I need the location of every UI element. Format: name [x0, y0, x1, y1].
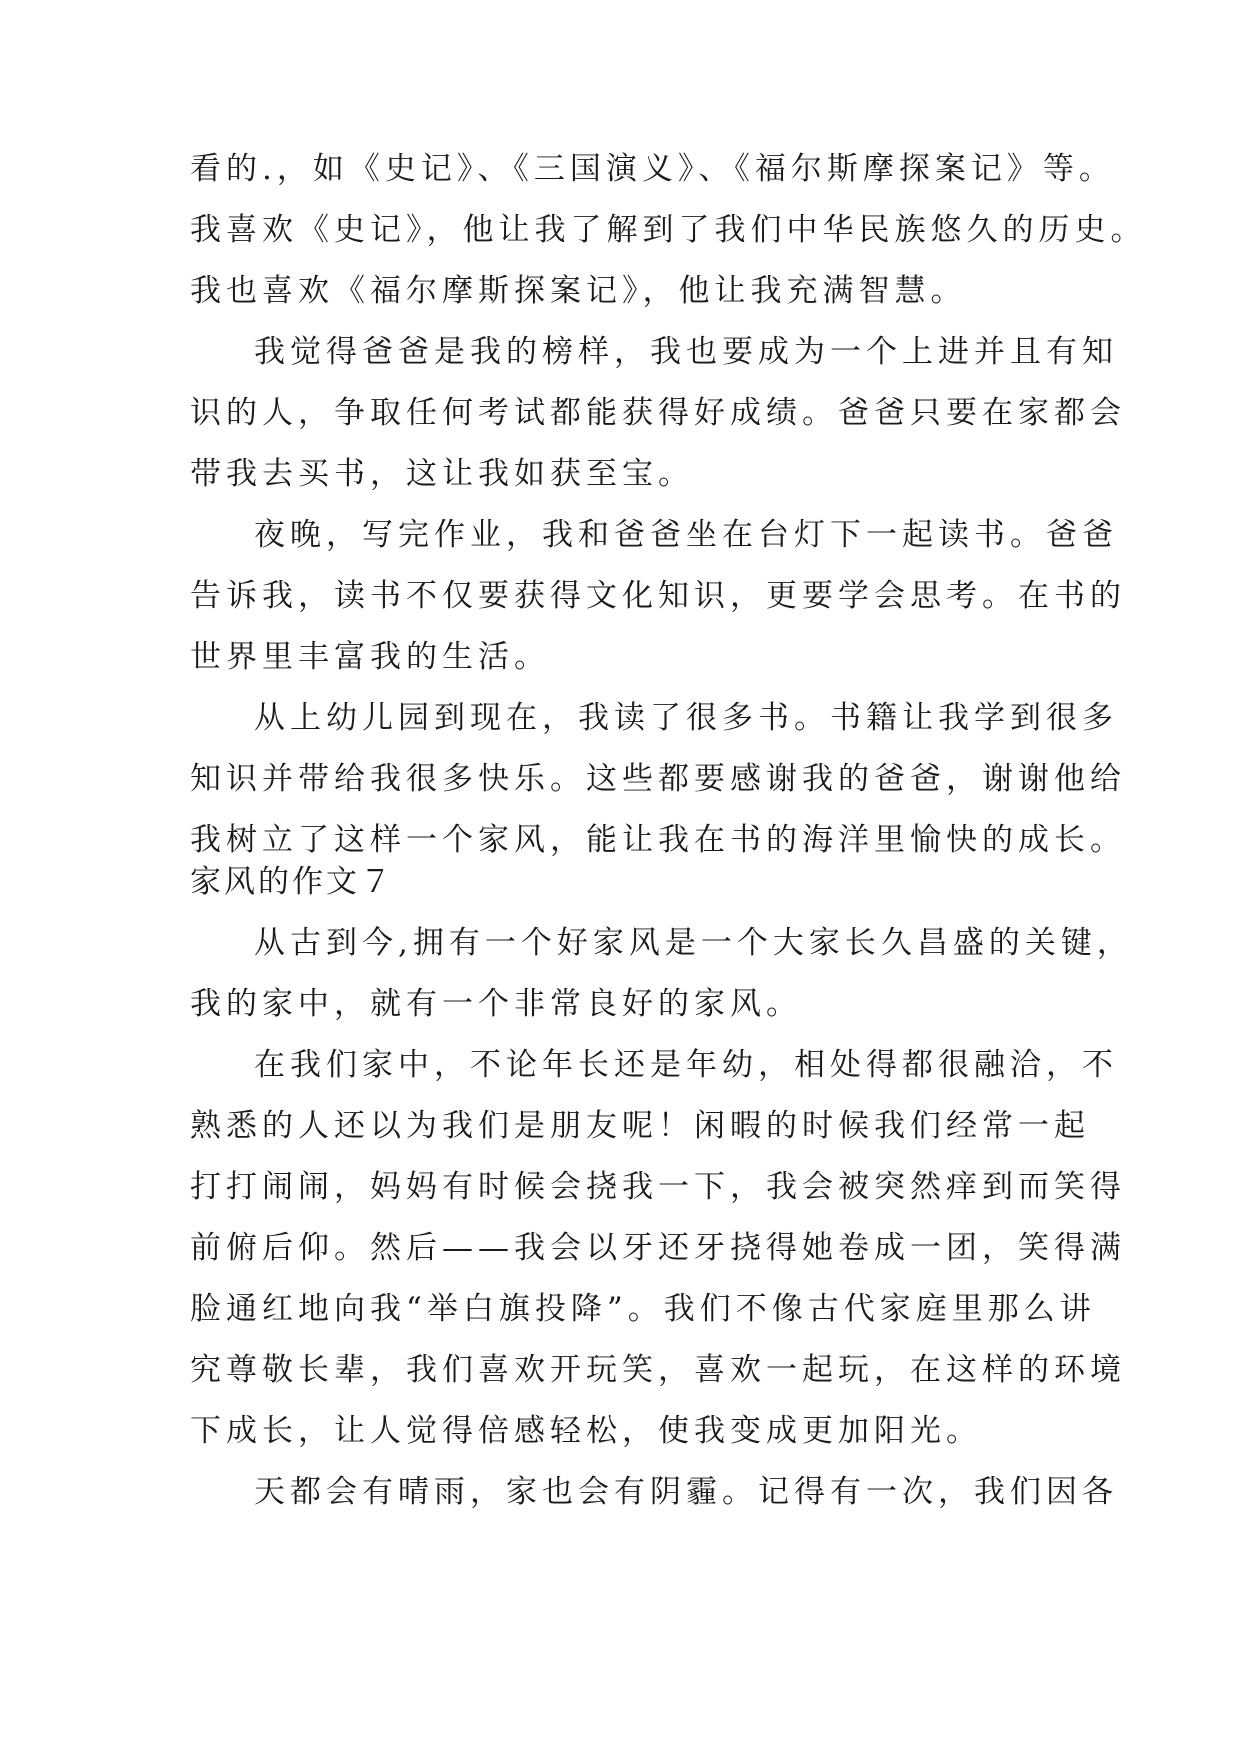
- text-line: 打打闹闹，妈妈有时候会挠我一下，我会被突然痒到而笑得: [190, 1169, 1126, 1205]
- text-line: 在我们家中，不论年长还是年幼，相处得都很融洽，不: [254, 1047, 1118, 1083]
- text-line: 看的.，如《史记》、《三国演义》、《福尔斯摩探案记》等。: [190, 151, 1115, 187]
- text-line: 知识并带给我很多快乐。这些都要感谢我的爸爸，谢谢他给: [190, 761, 1126, 797]
- text-line: 带我去买书，这让我如获至宝。: [190, 456, 694, 492]
- section-heading: 家风的作文７: [190, 864, 394, 900]
- paragraph: [190, 322, 1126, 505]
- paragraph: [190, 1035, 1126, 1462]
- paragraph: [190, 139, 1147, 322]
- text-line: 我的家中，就有一个非常良好的家风。: [190, 986, 802, 1022]
- text-line: 我觉得爸爸是我的榜样，我也要成为一个上进并且有知: [254, 334, 1118, 370]
- text-line: 我喜欢《史记》，他让我了解到了我们中华民族悠久的历史。: [190, 212, 1147, 248]
- text-line: 从古到今,拥有一个好家风是一个大家长久昌盛的关键，: [254, 925, 1133, 961]
- paragraph: [190, 913, 1133, 1035]
- text-line: 究尊敬长辈，我们喜欢开玩笑，喜欢一起玩，在这样的环境: [190, 1352, 1126, 1388]
- text-line: 我树立了这样一个家风，能让我在书的海洋里愉快的成长。: [190, 822, 1126, 858]
- paragraph: [190, 688, 1126, 871]
- text-line: 下成长，让人觉得倍感轻松，使我变成更加阳光。: [190, 1413, 982, 1449]
- paragraph: [190, 1462, 1118, 1523]
- text-line: 脸通红地向我“举白旗投降”。我们不像古代家庭里那么讲: [190, 1291, 1096, 1327]
- paragraph: [190, 505, 1126, 688]
- text-line: 夜晚，写完作业，我和爸爸坐在台灯下一起读书。爸爸: [254, 517, 1118, 553]
- section-2: [190, 852, 1133, 1523]
- text-line: 熟悉的人还以为我们是朋友呢！闲暇的时候我们经常一起: [190, 1108, 1090, 1144]
- section-1: [190, 139, 1147, 871]
- text-line: 告诉我，读书不仅要获得文化知识，更要学会思考。在书的: [190, 578, 1126, 614]
- text-line: 天都会有晴雨，家也会有阴霾。记得有一次，我们因各: [254, 1474, 1118, 1510]
- text-line: 识的人，争取任何考试都能获得好成绩。爸爸只要在家都会: [190, 395, 1126, 431]
- text-line: 我也喜欢《福尔摩斯探案记》，他让我充满智慧。: [190, 273, 967, 309]
- text-line: 从上幼儿园到现在，我读了很多书。书籍让我学到很多: [254, 700, 1118, 736]
- text-line: 前俯后仰。然后——我会以牙还牙挠得她卷成一团，笑得满: [190, 1230, 1126, 1266]
- text-line: 世界里丰富我的生活。: [190, 639, 550, 675]
